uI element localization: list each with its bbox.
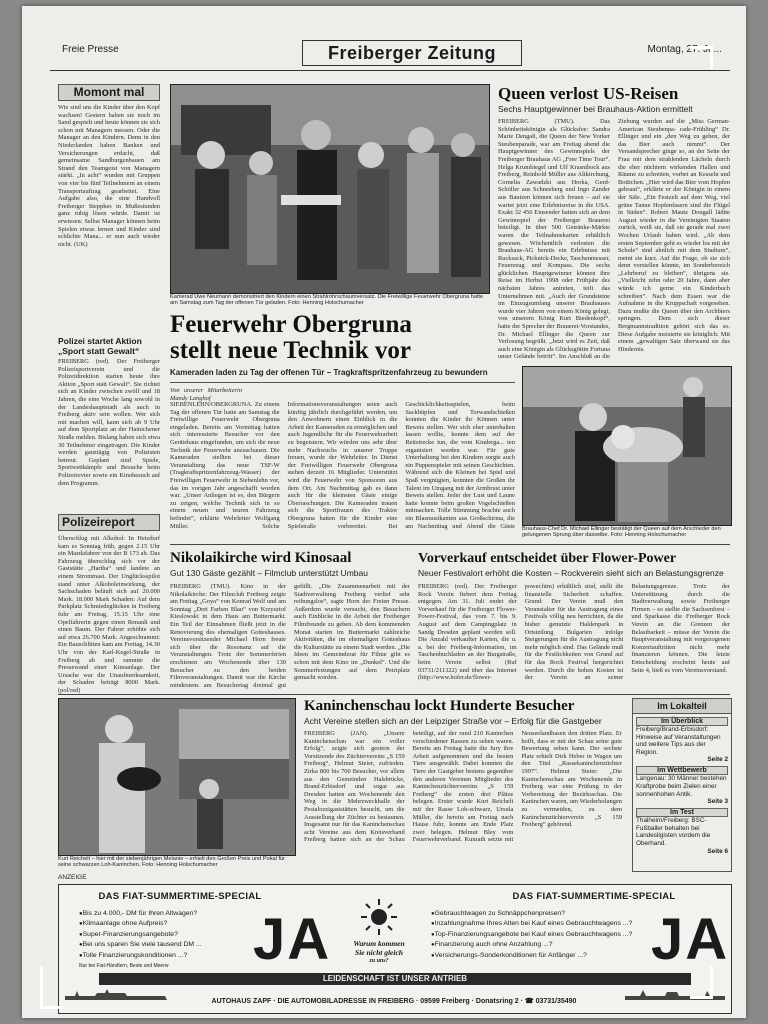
city-skyline-icon <box>65 987 725 997</box>
ad-left-item: ● Bei uns sparen Sie viele tausend DM ... <box>79 940 249 950</box>
page-title: Freiberger Zeitung <box>302 40 522 66</box>
kaninchen-subheadline: Acht Vereine stellen sich an der Leipziger Straße vor – Erfolg für die Gastgeber <box>304 716 602 726</box>
feuerwehr-photo <box>170 84 490 294</box>
ad-ja-right: JA <box>651 907 730 972</box>
feuerwehr-photo-graphic <box>171 85 489 293</box>
ad-left-item: ● Klimaanlage ohne Aufpreis? <box>79 919 249 929</box>
fiat-ad <box>58 884 732 1014</box>
ad-sun-text-3: zu uns? <box>369 958 389 964</box>
kaninchen-text: FREIBERG (JAN). „Unsere Kaninchenschau war ein voller Erfolg“, zeigte sich gestern der Vorsitzende des Züchtervereins „S 159 Freiberg“, Helmut Steier, zufrieden. Zirka 800 bis 700 Besucher, vor allem aus den Gemeinden Halsbrücke, Brand-Erbisdorf und sogar aus Dresden hatten am Wochenende den Weg in die Mehrzweckhalle der Pestalozzigaststätten besucht, um die Ausstellung der Züchter zu bestaunen. Insgesamt nur für das Kaninchenschau acht Vereine aus dem Kreisverband Freiberg hatten sich an der Schau beteiligt, auf der rund 210 Kaninchen verschiedener Rassen zu sehen waren. Bereits am Freitag hatte die Jury ihre Arbeit aufgenommen und die besten Tiere ausgewählt. Dabei konnten die Tiere der Gastgeber bestens gegenüber den anderen Vereinen Mitglieder des Kaninchenzüchtervereins „S 159 Freiberg“ die ersten drei Plätze belegen. Erster wurde Kurt Reichelt mit der Rasse Loh-schwarz, Ursula Müller, die bereits am Freitag nach Hause fuhr, konnte am Ende Platz zwei belegen. Helmut Bley vom Feuerwehrverband. Kunrath setzte mit Neuseelandhasen den dritten Platz. Er hofft, dass er mit der Schau seine gute Bewertung sehen kann. Der sechste Platz erhielt Dirk Heber in Wagen um den Titel „Rassekaninchenzüchter 1997“. Helmut Steier: „Die Kaninchenschau am Wochenende in Freiberg war eine Prüfung in der Vorbereitung der Bezirksschau. Die Kaninchen waren, um Wiederholungen zu vermeiden, zu dem Kaninchenzüchterverein „S 159 Freiberg“ gehörend. <box>304 730 622 844</box>
vorverkauf-headline: Vorverkauf entscheidet über Flower-Power <box>418 551 677 566</box>
frame-corner-bottom-left <box>40 966 63 1009</box>
queen-photo-graphic <box>523 367 731 525</box>
ad-left-note: Nur bei Fiat-Händlern, Beste und Meerw <box>79 963 169 969</box>
ad-footer: AUTOHAUS ZAPF · DIE AUTOMOBILADRESSE IN FREIBERG · 09599 Freiberg · Donatsring 2 · ☎ 03731/35490 <box>211 998 577 1005</box>
ad-right-item: ● Gebrauchtwagen zu Schnäppchenpreisen? <box>431 909 651 919</box>
ad-right-item: ● Top-Finanzierungsangebote bei Kauf eines Gebrauchtwagens ...? <box>431 930 651 940</box>
queen-photo-caption: Brauhaus-Chef Dr. Michael Ellinger bestätigt der Queen auf dem Arschleder den gelungenen Sprung über dasselbe. Foto: Henning Holschumacher <box>522 526 721 539</box>
lokalteil-item-2-title: Im Wettbewerb <box>636 766 728 775</box>
feuerwehr-text: SIEBENLEHN/OBERGRUNA. Zu einem Tag der offenen Tür hatte am Samstag die Freiwillige Feuerwehr Obergruna eingeladen. Bereits am Vormittag hatten sich interessierte Besucher vor den Gerätehaus eingefunden, um sich die neue Technik der Feuerwehr anzuschauen. Die Kameraden stellten bei dieser Veranstaltung das neue TSF-W (Tragkraftspritzenfahrzeug-Wasser) der Freiwilligen Feuerwehr in Siebenlehn vor, das im vorigen Jahr angeschafft worden war. „Unser Anliegen ist es, den Bürgern zu zeigen, welche Technik sich in so einem neuen und teuren Fahrzeug befindet“, erklärte Wehrleiter Wolfgang Müller. Solche Informationsveranstaltungen seien auch künftig jährlich durchgeführt werden, um den Anwohnern einen Einblick in die Arbeit der Kameraden zu ermöglichen und auch Jugendliche für die Feuerwehrarbeit zu begeistern. Wir würden uns sehr über mehr Nachwuchs in unserer Truppe freuen, wurde der Wehrleiter. In Dienst der Freiwilligen Feuerwehr Obergruna stehen derzeit 16 Mitglieder. Unterstützt wird die Feuerwehr von Sponsoren aus dem Ort. Am Nachmittag gab es dann auch für die kleinsten Gäste einige Überraschungen. Die Kameraden trauen sich die Sportfrauen des Traktor Obergruna hatten für die Kinder eine Spielstraße vorbereitet. Bei Geschicklichkeitsspielen, beim Sackhüpfen und Torwandschießen konnten die Kinder ihr Können unter Beweis stellen. Wer sich eher unterhalten lassen wollte, konnte dem auf der Reitstrecke tun, die vom Kinderga... ten organisiert werden war. Für gute Unterhaltung bei den Kindern sorgte auch ein Puppenspieler mit seinen Geschichten. Während sich die Kleinen bei Spiel und Spaß vergnügten, konnten die Großen ihr Talent im Umgang mit der Armbrust unter Beweis stellen. Jeder der Lust und Laune hatte konnte beim großen Vogelschießen mitmachen. Tolle Stimmung brachte auch ein Blasmusikanten aus Großschirma, die am Nachmittag und Abend die Gäste <box>170 401 515 530</box>
ad-right-head: DAS FIAT-SUMMERTIME-SPECIAL <box>512 891 676 902</box>
vorverkauf-text: FREIBERG (red). Der Freiberger Rock Verein fiebert dem Freitag entgegen. Am 31. Juli endet der Vorverkauf für die Freiberger Flower-Power-Festival, das vom 7. bis 9. August auf dem Campingplatz in Sandg Dresden geplant werden soll. Die Anzahl verkaufter Karten, die u. a. bei der Freiberg-Information, im Taschenbuchladen an der Burgstraße, beim Verein selbst (Ruf 03731/211322) und über das Internet (http://www.hofer.de/flower-power.htm) erhältlich sind, stellt die finanzielle Sicherheit schaffen. Grund: Der Verein muß den Veranstalter für die Austragung eines Festivals völlig neu herrichten, da die bisher genutzte Haldenpark in Ortsteilung Bulgarien infolge Steigerungen für die Austragung nicht mehr möglich sind. Das Gelände muß für die Festlichkeiten von Grund auf für das Rock Festival hergerichtet werden. Durch die hohen Kosten ist der Verein an seiner Belastungsgrenze. Trotz der Unterstützung durch die Stadtverwaltung sowie Freiberger Firmen – so stellte die Sachsenforst – und Sparkasse die Freiberger Rock Verein an die Grenzen der Belastbarkeit – müsse der Verein die Hauptveranstaltung mit vorgezogenen Konzertauftritten nicht mehr finanzieren können. Die letzte Entscheidung erscheint heute auf Seite 4, hieß es vom Vereinsvorstand. <box>418 583 730 682</box>
sun-icon <box>351 897 407 937</box>
queen-text: FREIBERG (TMU). Das Schönheitskönigin als Glücksfee: Sandra Marie Dengali, die Queen der New Yorker Steubenparade, war am Freitag abend die Hauptgewinner des Gewinnspiels der Freiberger Brauhaus AG „Free Time Tour“. Helga Krumbiegel und Ulf Krasnibock aus Freiberg, Reinhold Müller aus Altkirchung, Cornelia Zawadzki aus Horka, Gerd-Schöller aus Schneeberg und Ingo Zander aus Bautzen können sich freuen – auf sie wartet jetzt eine Erlebnisreise in die USA. Exakt 32 456 Einsender hatten sich an dem Gewinnspiel der Freiberger Brauerei beteiligt. In über 500 Getränke-Märkte waren die Teilnahmekarten erhältlich gewesen. Wöchentlich verlosten die Brauhaus-AG bereits ein Erlebnisse mit Rucksack, Picknick-Decke, Taschenmesser, Feuerzeug und Kompass. Die sechs glücklichen Hauptgewinner können ihre Reise im Herbst 1998 oder Frühjahr des nächsten Jahres antreten, teilt das Unternehmen mit. „Auch der Grundsteine im Einzugsumfang unserer Brauhauses wurde vier Jahren von einem König gelegt, von unserem König Kurt Biedenkopf“, hatte der Sprecher der Brauerei-Vorstandes, Dr. Michael Ellinger die Queen zur Verlosung begrüßt. „Jetzt wird es Zeit, daß auch eine Königin als Glücksgöttin Fortuna unser Gelände betritt“. Im Anschluß an die Ziehung wurden auf die „Miss German-American Steubenpa- rade-Frühling“ Dr. Ellinger und ein „den Weg zu gehen, der das Bier auch nimmt“. Der Versandsprecher ginge so, an der Seite der Frau mit dem strahlenden Lächeln durch die eher nüchtern wirkenden Hallen und Räume zu schreiten, vorbei an Kesseln und Bottichen. „Hier wird das Bier vom Hopfen gebraut“, erklärte er der Königin in einem der Säle. „Ein Festzelt auf dem Weg, viel grüne Tanne Hopfenfasern sind die Flügel in Süden“. Robert Mautz Dougall lädtte August wieder in die Vereinigten Staaten zurück, weiß sie, daß sie gerade mal zwei Wochen Urlaub haben wird. „Ab dem ersten September geht es wieder los mit der Schule“ sind ahnlich mit dem Studium“, meint sie kurz. Auf die Frage, ob sie sich denn vorstellen könnte, im Sonderbereich „Lehrberuf zu bleiben“, übrigens sie. „Vielleicht zehn oder 20 Jahre, dann aber würde ich gerne ein Kinderbuch schreiben“. Nach dem Essen war die Aufnahme in die Kruppschaft vorgesehen. Dazu mußte die Queen über den Archbiers springen. Dem sich dieser Bergmannstradition gehört sich das so. Diese Aufgabe meisterte sie königlich: Mit einem „gewaltigen Satz überwand sie das Hindernis. <box>498 118 730 361</box>
polizei-aktion-text: FREIBERG (red). Der Freiberger Polizeisportverein und die Polizeidirektion starten heute ihre Aktion „Sport statt Gewalt“. Sie richtet sich an Kinder zwischen zwölf und 18 Jahren, die eine Woche lang sowohl in der Landeshauptstadt als auch in Freiberg aktiv sein wollen. Wer sich mit machen will, kann sich ab 9 Uhr auf dem Sportplatz an der Hainichener Straße melden. Bislang haben sich etwa 30 Teilnehmer eingetragen. Die Kinder werden ganztägig von Polizisten betreut. Geplant sind Spiele, Sportwettkämpfe und Besuche beim Polizeirevier sowie ein Kinobesuch auf dem Programm. <box>58 358 160 487</box>
ad-left-list <box>79 909 249 961</box>
kaninchen-photo-caption: Kurt Reichelt – hier mit der siebenjährigen Melanie – erhielt den Großen Preis und Pokal für seine schwarzen Loh-Kaninchen. Foto: Henning Holschumacher <box>58 856 285 869</box>
section-rule-2 <box>58 694 730 695</box>
sun-icon-graphic <box>351 897 407 937</box>
section-rule <box>170 544 730 545</box>
frame-corner-top-right <box>690 46 713 69</box>
lokalteil-item-2 <box>633 766 731 808</box>
lokalteil-item-3-text: Thalheim/Freiberg: BSC-Fußballer behalten bei Landesligisten vordem die Oberhand. <box>636 817 711 847</box>
polizeireport-text: Überschlug mit Alkohol: In Hetzdorf kam es Sonntag früh, gegen 2.15 Uhr ein Mazdafahrer von der B 173 ab. Das Fahrzeug überschlug sich vor der Gaststätte „Hartha“ und landete an einem Strommast. Der Unglücksspilot stand unter Alkoholeinwirkung, der Sachschaden beläuft sich auf 20.000 Mark. 18.000 Mark Schaden: Auf dem Parkplatz Schmiedeglücken in Freiberg fuhr am Freitag, 15.15 Uhr eine Opelfahrerin gegen einen Renault und einen Baum. Der Fahrer erhöhte sich auf etwa 26.700 Mark. Angeschrammt: Ein Bauschlitten kam am Freitag, 14.30 Uhr von der Karl-Kegel-Straße in Freiberg ab und rammte die Pressewand einer Kinoanlage. Der Ursache war die Unaufmerksamkeit, der Schaden beträgt 8000 Mark. (pol/red) <box>58 535 160 694</box>
feuerwehr-byline: Von unserer Mitarbeiterin Mandy Langhof <box>170 387 242 402</box>
ad-left-item: ● Super-Finanzierungsangebote? <box>79 930 249 940</box>
ad-slogan: LEIDENSCHAFT IST UNSER ANTRIEB <box>99 973 691 985</box>
ad-sun-text-2: Sie nicht gleich <box>355 948 403 957</box>
momont-text: Wie sind uns die Kinder über den Kopf wachsen! Gestern haben sie noch im Sand gespielt und heute können sie sich schon mit Managern messen. Oder die Manager an den Kindern. Denn in den Niederlanden haben Banken und Versicherungen erdacht, daß gemeinsame Sandburgenbauen am Strand den Teamgeist von Managern stärkt. „In acht“ wurden mit Gruppen von vier bis fünf Teilnehmern an einem Transportauftrag gearbeitet. Eine Aufgabe also, die eine Handvoll Freiberger Steppkes in Mußestunden ganz ruhig lösen würde. Damit ist erwiesen: Selbst Manager können beim Spielen etwas lernen und Kinder sind schlichte Mana... er nun auch wieder nicht. (UK) <box>58 104 160 248</box>
nikolai-headline: Nikolaikirche wird Kinosaal <box>170 550 352 566</box>
feuerwehr-headline-1: Feuerwehr Obergruna <box>170 311 412 338</box>
lokalteil-item-1-text: Freiberg/Brand-Erbisdorf: Hinweise auf Veranstaltungen und weitere Tips aus der Region. <box>636 726 721 756</box>
nikolai-text: FREIBERG (TMU). Kino in der Nikolaikirche: Der Filmclub Freiberg zeigte am Freitag „Goya“ von Konrad Wolf und am Sonntag „Drei Farben Blau“ von Krzysztof Kieslowski in dem Haus am Buttermarkt. Ein Teil der Einnahmen fließt jetzt in die Renovierung des ehemaligen Gotteshauses. Vereinsvorsitzender Michael Horn freute sich über die Resonanz auf die Veranstaltungen. Trotz der Sommerferien erschienen am Wochenende über 130 Besucher zu den beiden Filmveranstaltungen. Damit war die Kirche mindestens am Besuchertag dreimal gut gefüllt. „Die Zusammenarbeit mit der Stadtverwaltung Freiberg verlief sehr reibungslos“, sagte Horn der Freien Presse. Außerdem wurde versucht, den Besuchern auch Einblicke in die Arbeit der Freiberger Filmfreunde zu geben. Ab dem kommenden Monat starten im Buttermarkt zahlreiche Aktivitäten, die im ehemaligen Gotteshaus die Kulturstätte zu einem Stadt werden. „Die Ideen im Gemeinderat für Filme gibt es schon mit dem Kino im „Dunkel“. Und die Sommerfestungen auf dem Petriplatz gemacht worden. <box>170 583 410 689</box>
lokalteil-item-3-title: Im Test <box>636 808 728 817</box>
lokalteil-head: Im Lokalteil <box>633 699 731 714</box>
polizei-aktion-head: Polizei startet Aktion „Sport statt Gewalt“ <box>58 336 142 356</box>
lokalteil-item-3 <box>633 808 731 857</box>
lokalteil-item-2-text: Langenau: 30 Männer bestehen Kraftprobe beim Zielen einer sonnenhohen Antik. <box>636 775 727 798</box>
paper-name: Freie Presse <box>62 44 119 55</box>
lokalteil-item-1-page: Seite 2 <box>707 756 728 764</box>
queen-photo <box>522 366 732 526</box>
masthead <box>50 38 730 71</box>
nikolai-subheadline: Gut 130 Gäste gezählt – Filmclub unterstützt Umbau <box>170 568 368 578</box>
queen-subheadline: Sechs Hauptgewinner bei Brauhaus-Aktion ermittelt <box>498 104 693 114</box>
vorverkauf-subheadline: Neuer Festivalort erhöht die Kosten – Rockverein sieht sich an Belastungsgrenze <box>418 568 724 578</box>
polizeireport-box <box>58 514 160 694</box>
lokalteil-box <box>632 698 732 872</box>
lokalteil-item-2-page: Seite 3 <box>707 798 728 806</box>
feuerwehr-photo-caption: Kamerad Uwe Neumann demonstriert den Kindern einen Strahlrohrschaumversatz. Die Freiwillige Feuerwehr Obergruna hatte am Samstag zum Tag der offenen Tür geladen. Foto: Henning Holschumacher <box>170 294 484 307</box>
polizeireport-head: Polizeireport <box>58 514 160 531</box>
ad-left-item: ● Tolle Finanzierungskonditionen ...? <box>79 951 249 961</box>
ad-right-item: ● Finanzierung auch ohne Anzahlung ...? <box>431 940 651 950</box>
ad-left-item: ● Bis zu 4.000,- DM für Ihren Altwagen? <box>79 909 249 919</box>
lokalteil-item-1 <box>633 714 731 766</box>
ad-left-head: DAS FIAT-SUMMERTIME-SPECIAL <box>98 891 262 902</box>
ad-right-item: ● Versicherungs-Sonderkonditionen für Anfänger ...? <box>431 951 651 961</box>
kaninchen-photo <box>58 698 296 856</box>
kaninchen-photo-graphic <box>59 699 295 855</box>
issue-date: Montag, 27. Ju... <box>647 44 722 55</box>
lokalteil-item-3-page: Seite 6 <box>707 847 728 855</box>
momont-box <box>58 84 160 330</box>
newspaper-page <box>22 6 746 1018</box>
ad-sun-text-1: Warum kommen <box>353 939 405 948</box>
ad-right-item: ● Inzahlungnahme Ihres Alten bei Kauf eines Gebrauchtwagens ...? <box>431 919 651 929</box>
ad-right-list <box>431 909 651 961</box>
ad-label: ANZEIGE <box>58 874 87 881</box>
frame-corner-bottom-right <box>690 966 713 999</box>
kaninchen-headline: Kaninchenschau lockt Hunderte Besucher <box>304 698 575 714</box>
ad-sun-text <box>339 939 419 966</box>
momont-head: Momont mal <box>58 84 160 101</box>
feuerwehr-headline-2: stellt neue Technik vor <box>170 337 411 364</box>
feuerwehr-subheadline: Kameraden laden zu Tag der offenen Tür – Tragkraftspritzenfahrzeug zu bewundern <box>170 368 488 377</box>
feuerwehr-rule <box>170 382 515 383</box>
polizei-aktion-article <box>58 336 160 508</box>
ad-ja-left: JA <box>253 907 332 972</box>
lokalteil-item-1-title: Im Überblick <box>636 717 728 726</box>
queen-headline: Queen verlost US-Reisen <box>498 84 679 103</box>
